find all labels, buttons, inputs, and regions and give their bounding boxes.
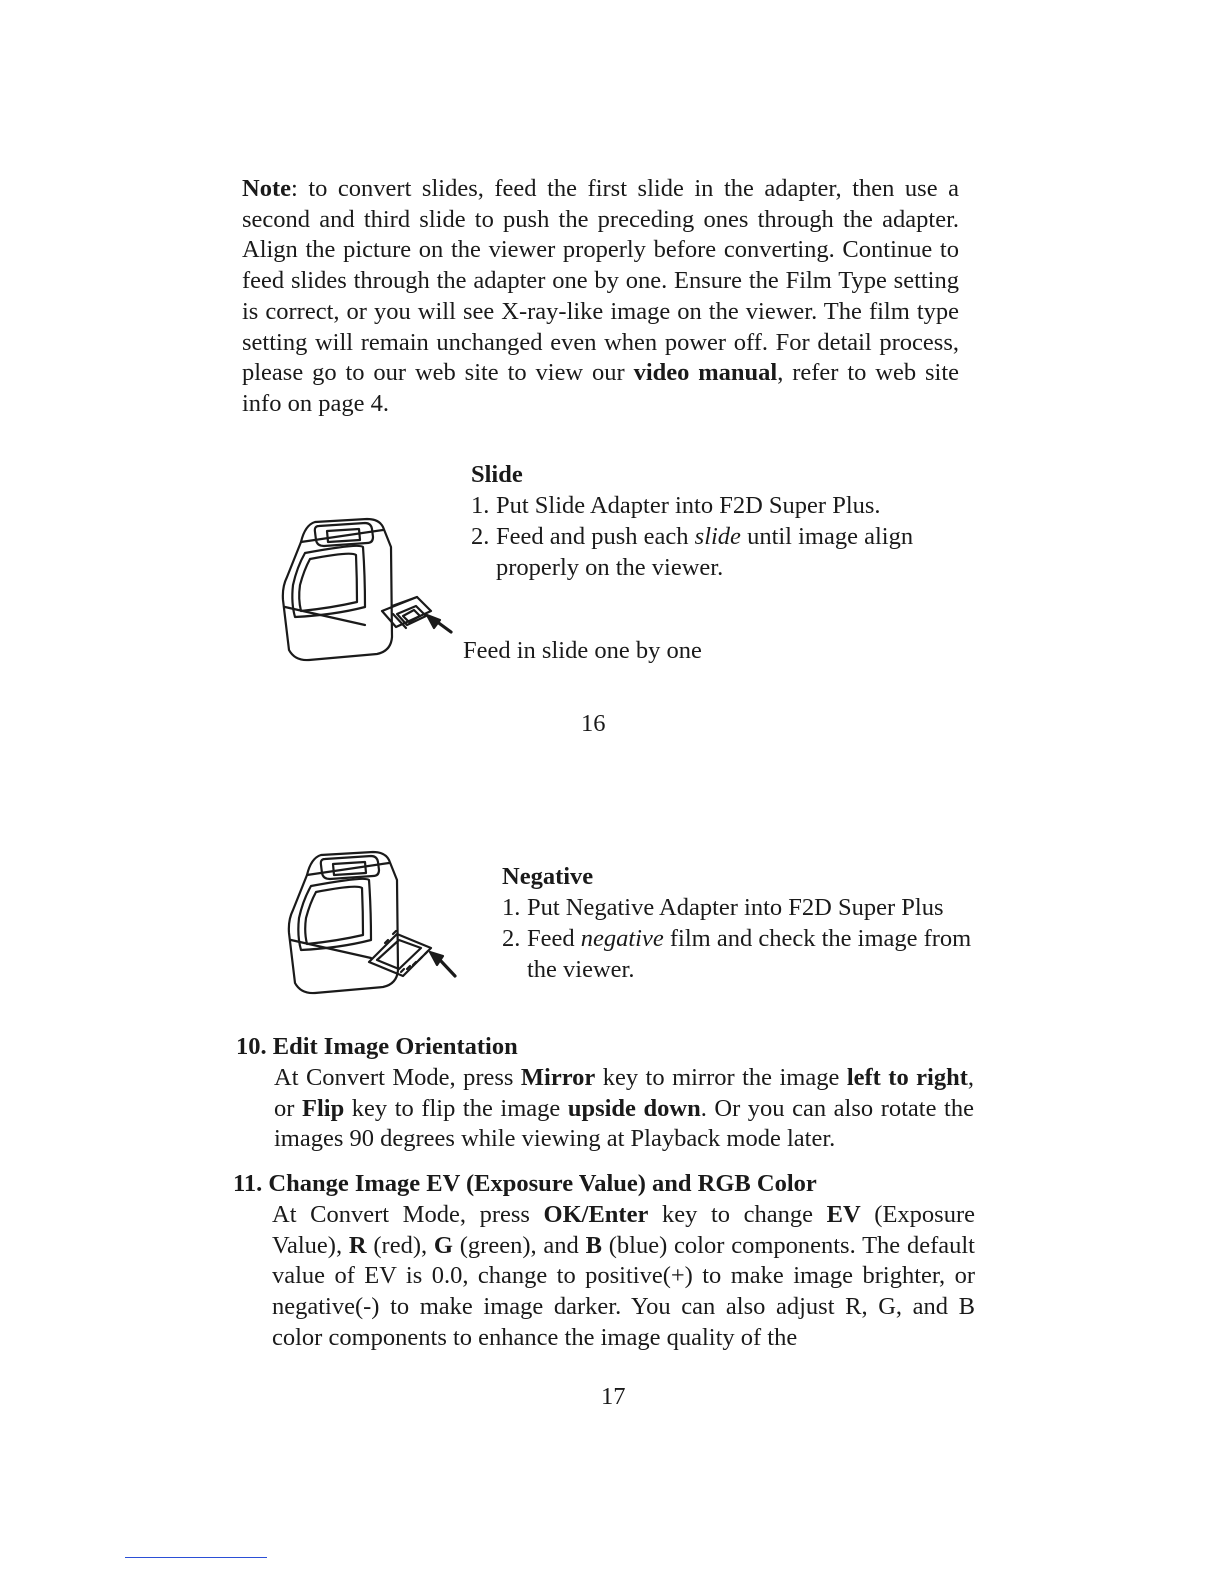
step-number: 1. <box>502 894 521 921</box>
step-text: Put Negative Adapter into F2D Super Plus <box>527 894 944 921</box>
body-text: (Exposure Value), <box>272 1201 975 1259</box>
step-text: Put Slide Adapter into F2D Super Plus. <box>496 492 881 519</box>
section-11-title: 11. Change Image EV (Exposure Value) and RGB Color <box>233 1170 817 1197</box>
note-text: : to convert slides, feed the first slide in the adapter, then use a second and third slide to push the preceding ones through the adapter. Align the picture on the viewer properly before converting. Continue to feed slides through the adapter one by one. Ensure the Film Type setting is correct, or you will see X-ray-like image on the viewer. The film type setting will remain unchanged even when power off. For detail process, please go to our web site to view our <box>242 175 959 387</box>
mirror-key-label: Mirror <box>520 1064 596 1091</box>
slide-adapter-illustration <box>279 515 459 665</box>
section-11-body <box>272 1200 975 1354</box>
footnote-divider <box>125 1557 267 1558</box>
body-text: , or <box>274 1064 974 1122</box>
body-text: At Convert Mode, press <box>272 1201 544 1228</box>
step-number: 1. <box>471 492 490 519</box>
step-text-part: until image align properly on the viewer. <box>496 523 914 581</box>
blue-label: B <box>585 1231 602 1259</box>
flip-key-label: Flip <box>301 1094 345 1122</box>
body-text: (green), and <box>452 1231 586 1259</box>
section-10-body <box>274 1063 974 1155</box>
feed-caption: Feed in slide one by one <box>463 637 702 664</box>
page-number-16: 16 <box>581 710 606 737</box>
note-label: Note <box>242 175 291 202</box>
step-text-part: Feed and push each <box>496 523 695 550</box>
slide-step-2 <box>471 522 971 584</box>
body-text: (blue) color components. The default value of EV is 0.0, change to positive(+) to make image brighter, or negative(-) to make image darker. You can also adjust R, G, and B color components to enhance the image quality of the <box>272 1231 975 1351</box>
red-label: R <box>348 1231 367 1259</box>
body-text: key to change <box>648 1201 827 1228</box>
page-number-17: 17 <box>601 1383 626 1410</box>
step-text-part: film and check the image from the viewer. <box>527 925 972 983</box>
step-text <box>496 522 966 583</box>
body-text: key to mirror the image <box>595 1064 847 1091</box>
body-text: (red), <box>366 1231 434 1259</box>
ok-enter-key-label: OK/Enter <box>543 1201 649 1228</box>
negative-step-2 <box>502 924 1002 986</box>
body-text: At Convert Mode, press <box>274 1064 521 1091</box>
body-text: key to flip the image <box>344 1094 568 1122</box>
slide-heading: Slide <box>471 461 523 488</box>
step-text <box>527 924 997 985</box>
step-text-emphasis: slide <box>694 523 741 550</box>
step-number: 2. <box>502 925 521 952</box>
body-emphasis: left to right <box>846 1064 968 1091</box>
note-text-end: , refer to web site info on page 4. <box>242 359 960 417</box>
step-text-emphasis: negative <box>580 925 664 952</box>
note-paragraph <box>242 174 959 420</box>
green-label: G <box>433 1231 453 1259</box>
section-10-title: 10. Edit Image Orientation <box>236 1033 518 1060</box>
negative-adapter-illustration <box>285 848 460 996</box>
step-number: 2. <box>471 523 490 550</box>
negative-heading: Negative <box>502 863 594 890</box>
step-text-part: Feed <box>527 925 581 952</box>
body-text: . Or you can also rotate the images 90 degrees while viewing at Playback mode later. <box>274 1094 974 1153</box>
ev-label: EV <box>826 1201 861 1228</box>
video-manual-reference: video manual <box>633 359 778 387</box>
body-emphasis: upside down <box>567 1094 701 1122</box>
